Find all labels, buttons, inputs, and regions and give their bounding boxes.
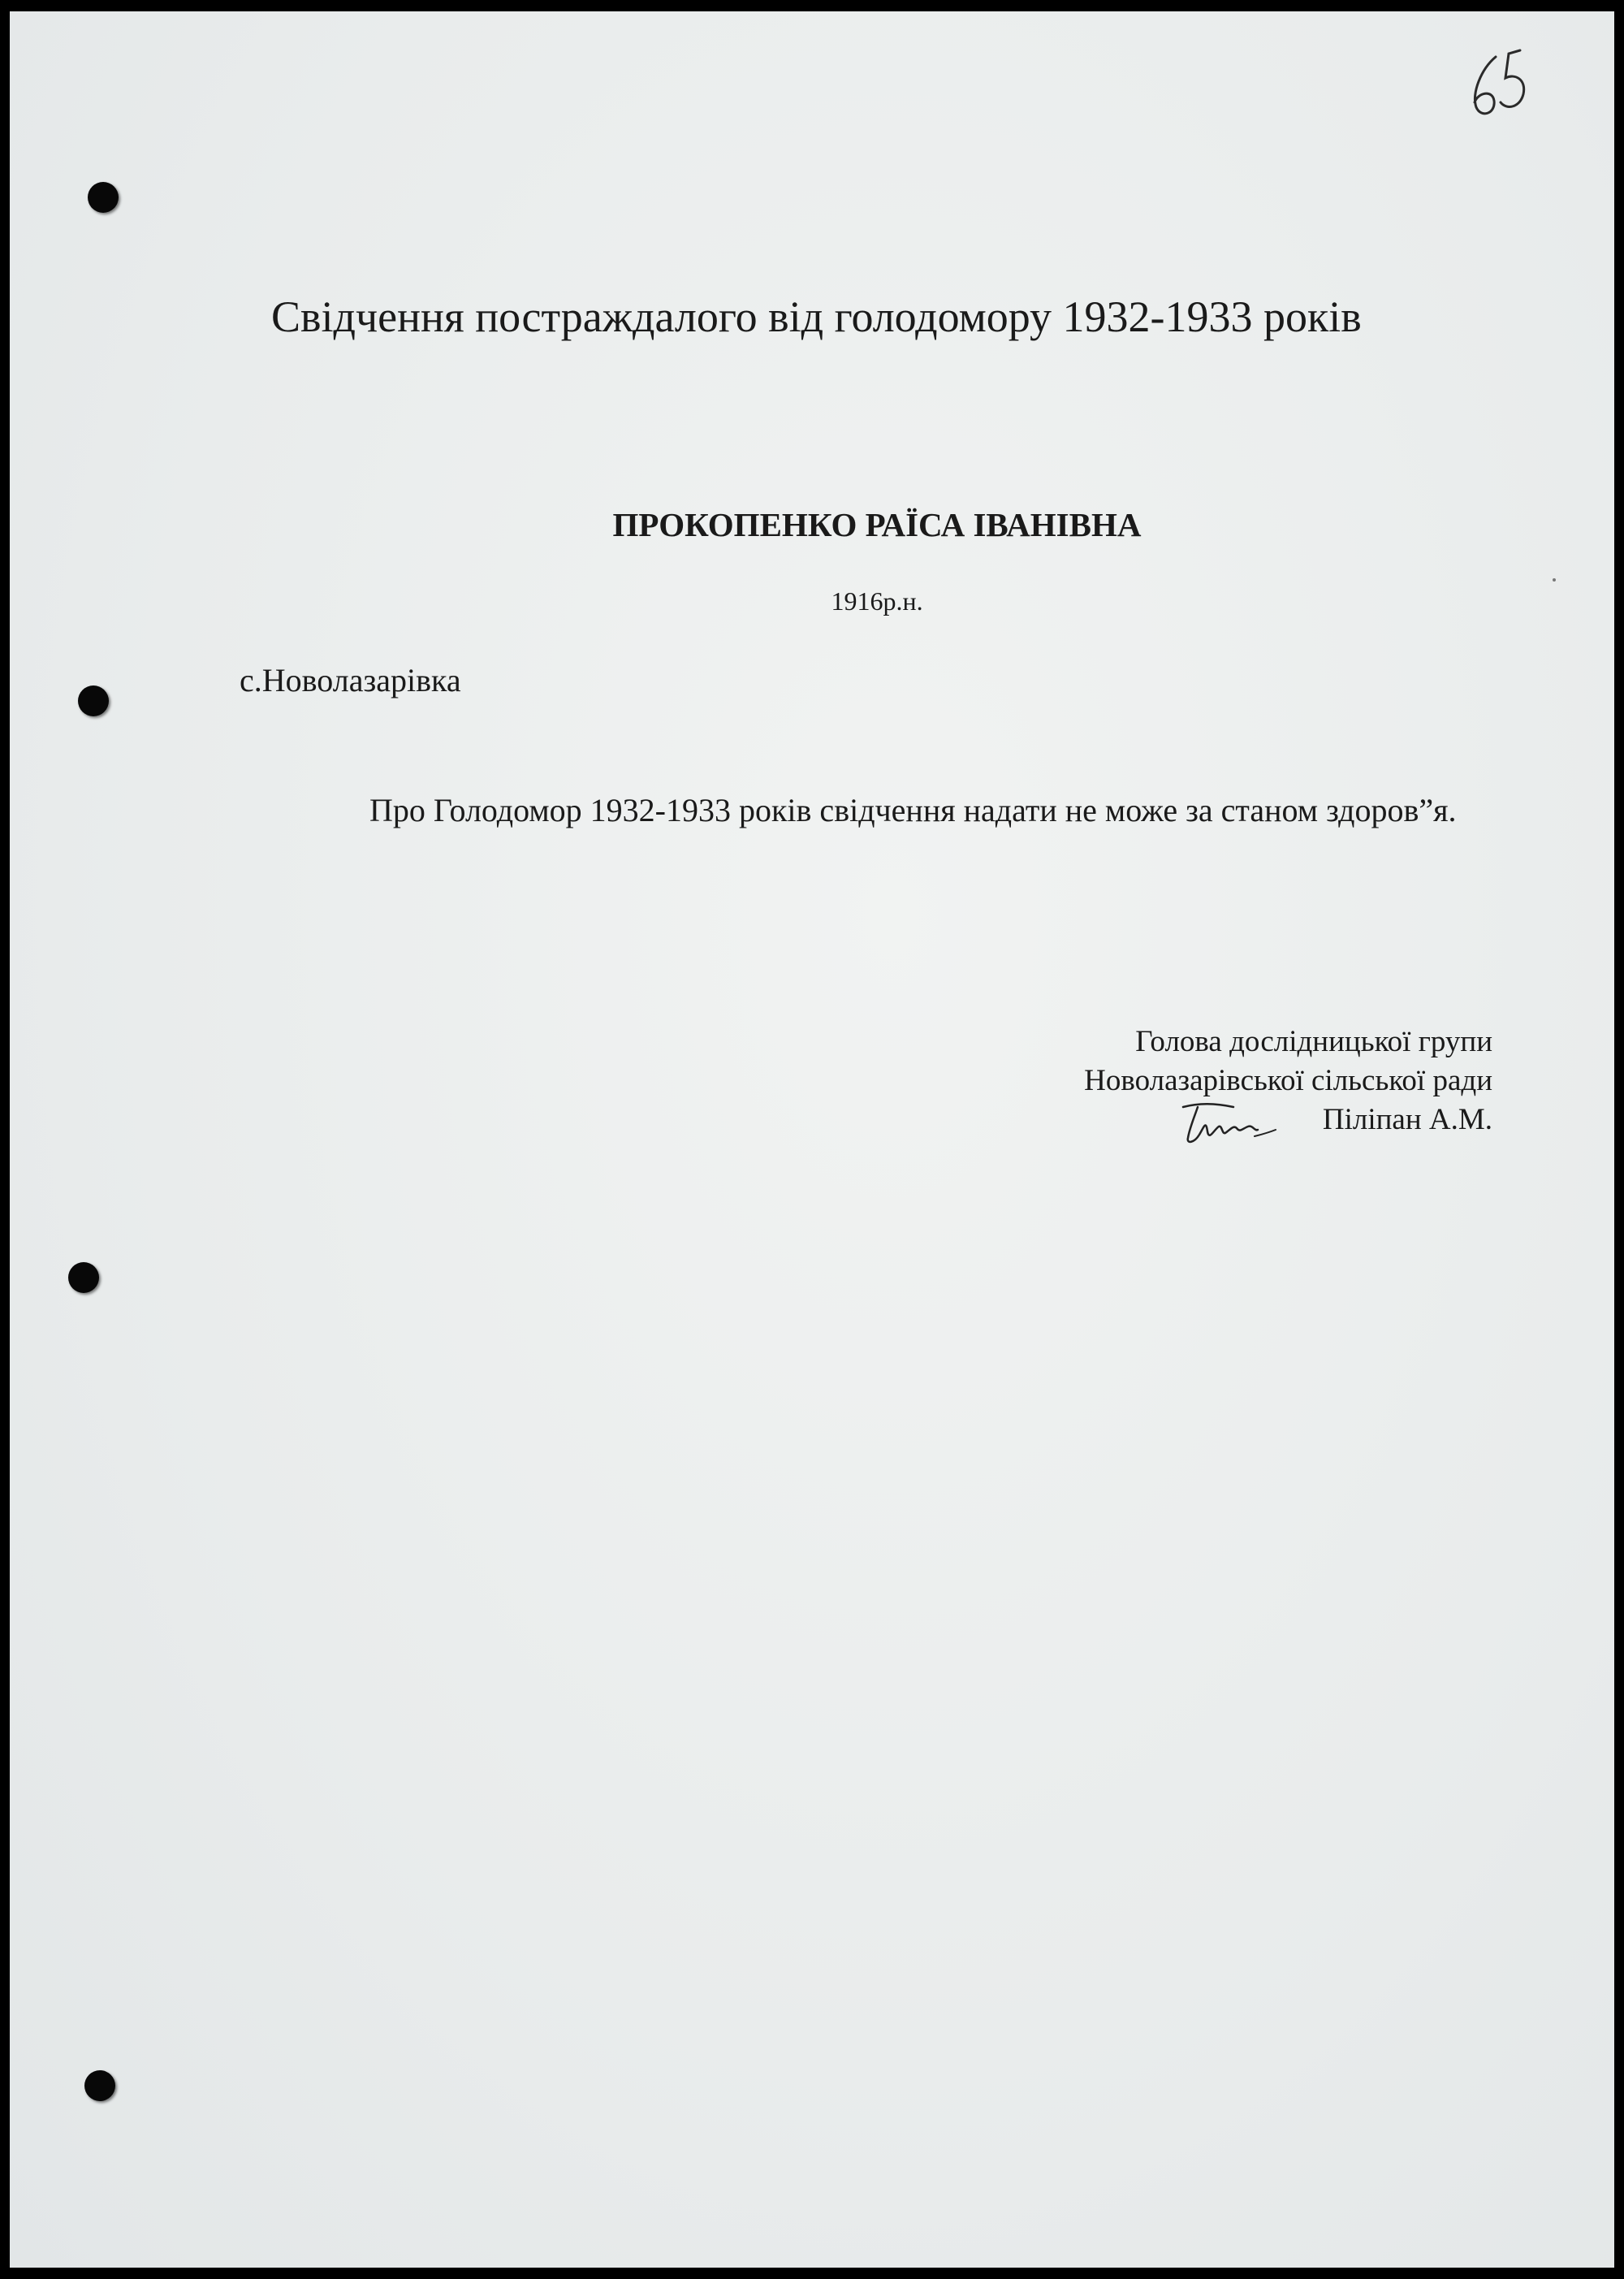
punch-hole-icon — [84, 2070, 115, 2101]
testimony-text: Про Голодомор 1932-1933 років свідчення надати не може за станом здоров”я. — [369, 792, 1457, 828]
punch-hole-icon — [68, 1262, 99, 1293]
person-name: ПРОКОПЕНКО РАЇСА ІВАНІВНА — [612, 506, 1142, 543]
handwritten-signature-icon — [1177, 1096, 1282, 1152]
signer-position: Голова дослідницької групи — [1135, 1025, 1492, 1058]
punch-hole-icon — [78, 685, 109, 716]
document-page — [10, 11, 1614, 2268]
paper-speck — [1553, 578, 1556, 582]
signer-name: Пілiпан А.М. — [1322, 1103, 1492, 1136]
handwritten-page-number-icon — [1463, 32, 1536, 130]
village-name: с.Новолазарівка — [240, 662, 461, 698]
birth-year: 1916р.н. — [831, 586, 923, 616]
document-title: Свідчення постраждалого від голодомору 1932-1933 років — [271, 292, 1362, 341]
signature-block — [1084, 1023, 1492, 1140]
punch-hole-icon — [88, 182, 119, 213]
signer-organization: Новолазарівської сільської ради — [1084, 1064, 1492, 1097]
